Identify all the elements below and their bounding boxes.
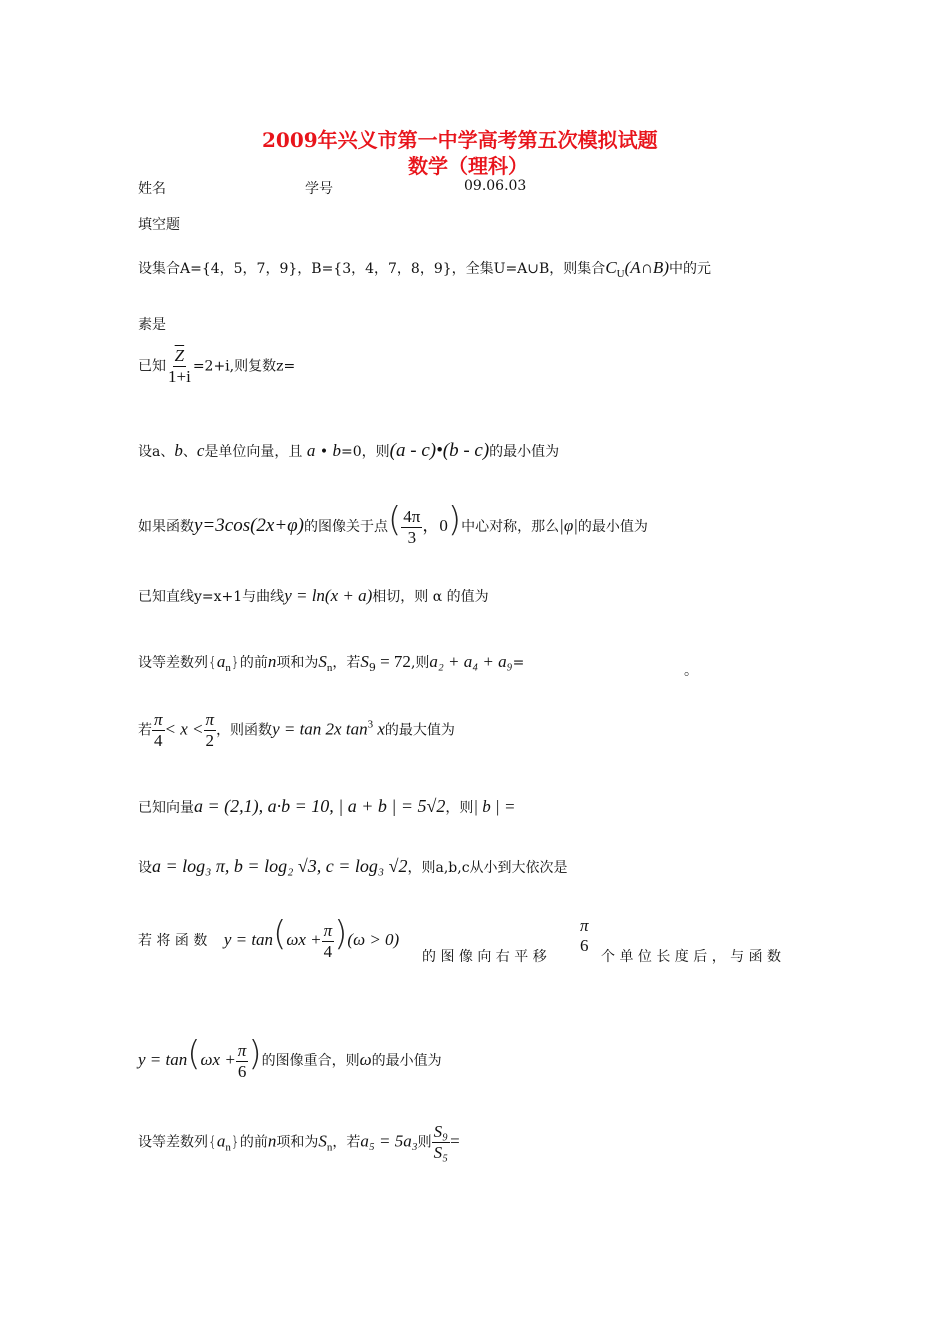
q10-shift-fraction	[578, 916, 591, 956]
q4-tail1: 中心对称，那么	[461, 519, 560, 535]
q3-vector-c: c	[196, 441, 205, 460]
q7-den2: 2	[205, 731, 215, 750]
q4-mid: 的图像关于点	[304, 519, 389, 535]
q9-prefix: 设	[138, 860, 152, 876]
q7-mid: ，则函数	[216, 722, 273, 739]
q10b-omega: ω	[359, 1050, 372, 1069]
q10b-function: y = tan	[138, 1050, 188, 1069]
q10b-left-paren: (	[187, 1034, 201, 1074]
q11-seq: a	[216, 1131, 226, 1151]
question-9	[138, 856, 568, 877]
q6-prefix: 设等差数列	[138, 655, 208, 671]
q10-prefix: 若 将 函 数	[138, 933, 208, 949]
q2-numerator: $\overline{Z}$	[174, 346, 185, 365]
page-subtitle: 数学（理科）	[408, 154, 528, 178]
q10-condition: (ω > 0)	[347, 930, 400, 949]
question-10	[138, 914, 399, 962]
q10-function: y = tan	[223, 930, 274, 949]
question-5	[138, 586, 489, 606]
q7-x: x	[373, 719, 385, 739]
q11-S: S	[318, 1131, 327, 1151]
q3-dot: •	[319, 444, 329, 460]
q10-den: 4	[323, 941, 333, 961]
q11-mid4: 则	[417, 1134, 432, 1151]
q6-n: n	[267, 652, 277, 671]
q1-set-expr: (A∩B)	[624, 258, 669, 277]
q11-brace-left: {	[208, 1134, 217, 1151]
q7-fraction-2	[204, 710, 217, 751]
q6-brace-left: {	[208, 655, 217, 671]
question-2	[138, 346, 295, 387]
q10-shift-num: π	[580, 916, 589, 935]
q7-fraction-1	[152, 710, 165, 751]
q7-function: y = tan 2x tan	[272, 719, 368, 739]
q10-tail: 个 单 位 长 度 后 ， 与 函 数	[601, 949, 782, 965]
q11-prefix: 设等差数列	[138, 1134, 208, 1151]
q1-tail: 中的元	[668, 261, 711, 277]
q5-prefix: 已知直线y=x+1与曲线	[138, 589, 285, 605]
q10b-num: π	[237, 1040, 247, 1060]
q1-line2: 素是	[138, 317, 166, 333]
q2-denominator: 1+i	[168, 367, 191, 386]
q7-tail: 的最大值为	[384, 722, 455, 739]
q6-S-sub: n	[326, 662, 333, 674]
q4-right-paren: )	[447, 500, 462, 540]
q4-zero: ，0	[422, 516, 448, 535]
q11-mid1: 的前	[239, 1134, 268, 1151]
name-label: 姓名	[138, 181, 166, 197]
q4-fraction	[401, 507, 422, 548]
q7-ineq: < x <	[164, 719, 204, 739]
q6-eq: =	[512, 655, 525, 671]
q6-mid2: 项和为	[276, 655, 319, 671]
q6-mid1: 的前	[239, 655, 268, 671]
q4-tail2: 的最小值为	[577, 519, 648, 535]
q2-tail: =2+i,则复数z=	[192, 358, 296, 375]
q11-seq-sub: n	[225, 1141, 231, 1154]
q11-fraction	[432, 1122, 450, 1163]
q11-mid2: 项和为	[276, 1134, 319, 1151]
q6-S: S	[318, 652, 327, 671]
q10b-tail2: 的最小值为	[371, 1053, 442, 1069]
q6-seq: a	[216, 652, 226, 671]
q7-exponent: 3	[367, 718, 374, 731]
q3-tail: 的最小值为	[489, 444, 560, 460]
q7-den1: 4	[154, 731, 163, 750]
q7-prefix: 若	[138, 722, 152, 739]
q9-definitions: a = log₃ π, b = log₂ √3, c = log₃ √2	[152, 856, 408, 876]
q6-brace-right: }	[230, 655, 240, 671]
page-title: 2009年兴义市第一中学高考第五次模拟试题	[262, 128, 658, 152]
q8-prefix: 已知向量	[138, 800, 194, 816]
question-8	[138, 796, 515, 817]
q6-mid3: ，若	[332, 655, 361, 671]
q10b-tail1: 的图像重合，则	[261, 1053, 360, 1069]
q6-cond-sub: 9	[368, 661, 376, 674]
q9-tail: ，则a,b,c从小到大依次是	[407, 860, 568, 876]
q5-curve: y = ln(x + a)	[284, 586, 373, 605]
q10-shift	[578, 916, 591, 956]
q6-end: 。	[684, 663, 698, 679]
q3-sep: 、	[182, 444, 197, 460]
q3-vector-b: b	[174, 441, 183, 460]
q8-condition: a = (2,1), a·b = 10, | a + b | = 5√2	[194, 796, 446, 816]
q11-num: S₉	[433, 1122, 449, 1141]
q11-condition: a₅ = 5a₃	[360, 1131, 418, 1151]
question-11	[138, 1122, 460, 1163]
q3-eq: =0，则	[341, 444, 390, 460]
q1-set-symbol: C	[605, 258, 617, 277]
q8-target: | b | =	[473, 797, 516, 816]
q7-num2: π	[205, 710, 215, 729]
exam-date: 09.06.03	[464, 178, 527, 194]
q3-prefix: 设a、	[138, 444, 175, 460]
q3-vector-b2: b	[332, 441, 342, 460]
q6-seq-sub: n	[225, 662, 231, 674]
q10-num: π	[323, 920, 333, 940]
q4-numerator: 4π	[403, 506, 421, 526]
question-10-continued	[138, 1034, 442, 1082]
q11-n: n	[267, 1131, 277, 1151]
q11-den: S₅	[433, 1143, 449, 1162]
section-label: 填空题	[138, 217, 180, 233]
q4-function: y=3cos(2x+φ)	[194, 515, 305, 536]
q4-phi: |φ|	[559, 516, 578, 535]
q11-brace-right: }	[230, 1134, 240, 1151]
q1-set-sub: U	[616, 268, 625, 280]
q2-fraction	[166, 346, 193, 387]
q10-fraction	[322, 921, 335, 962]
q1-text: 设集合A={4，5，7，9}，B={3，4，7，8，9}，全集U=A∪B，则集合	[138, 261, 606, 277]
q6-cond-val: = 72	[375, 652, 411, 671]
question-7	[138, 710, 455, 751]
q2-prefix: 已知	[138, 358, 166, 375]
q10b-inner: ωx +	[200, 1050, 236, 1069]
question-4	[138, 500, 648, 548]
q7-num1: π	[154, 710, 163, 729]
q11-eq: =	[450, 1131, 460, 1151]
q4-denominator: 3	[407, 527, 417, 547]
q10-mid: 的 图 像 向 右 平 移	[422, 949, 547, 965]
question-6	[138, 652, 524, 674]
q10-right-paren: )	[334, 914, 348, 954]
q6-cond-S: S	[360, 652, 369, 671]
q4-left-paren: (	[388, 500, 402, 540]
q4-prefix: 如果函数	[138, 519, 194, 535]
q11-S-sub: n	[326, 1141, 333, 1154]
q3-vector-a: a	[306, 441, 316, 460]
question-3	[138, 440, 559, 462]
id-label: 学号	[305, 181, 333, 197]
q5-tail: 相切，则 α 的值为	[372, 589, 489, 605]
question-1	[138, 258, 711, 280]
q8-mid: ，则	[445, 800, 474, 816]
q10b-fraction	[236, 1041, 249, 1082]
q10-left-paren: (	[273, 914, 287, 954]
q10b-right-paren: )	[248, 1034, 262, 1074]
q3-expression: (a - c)•(b - c)	[389, 440, 490, 461]
q6-expression: a₂ + a₄ + a₉	[429, 652, 513, 671]
q11-mid3: ，若	[332, 1134, 361, 1151]
q6-mid4: ,则	[410, 655, 430, 671]
q3-mid: 是单位向量，且	[204, 444, 303, 460]
q10-inner: ωx +	[286, 930, 322, 949]
q10-shift-den: 6	[580, 936, 589, 955]
q10b-den: 6	[237, 1061, 247, 1081]
